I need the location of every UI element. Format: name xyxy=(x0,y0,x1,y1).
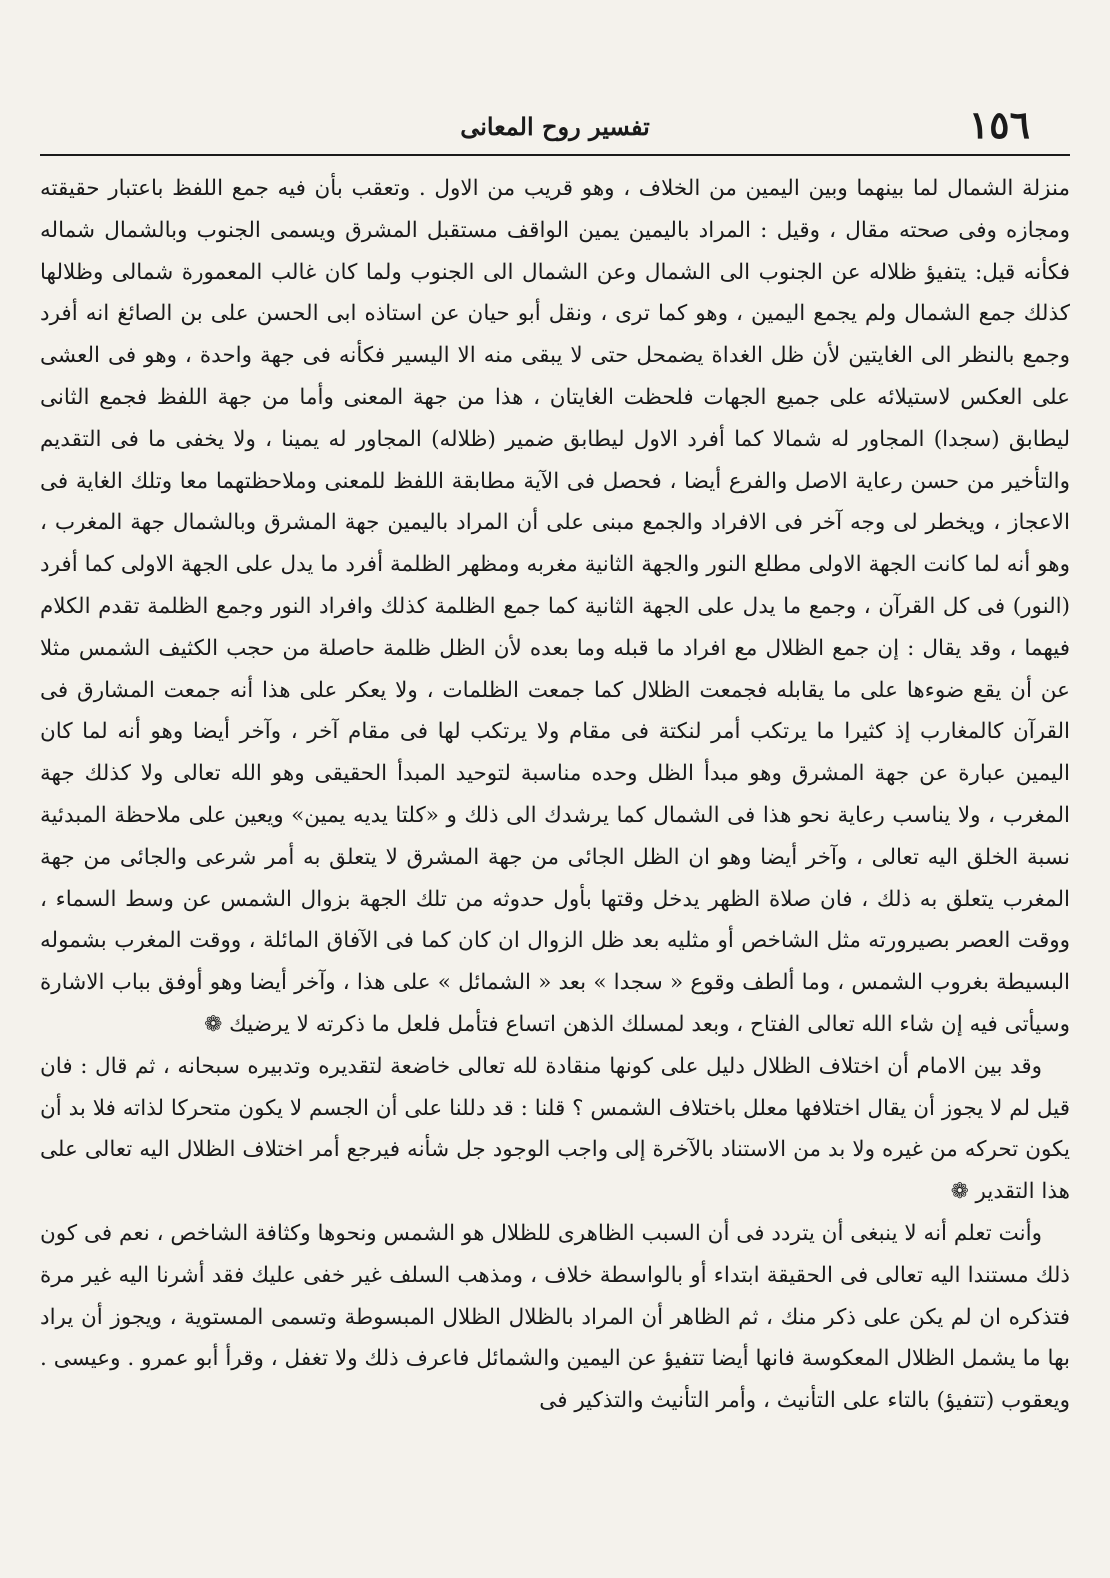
paragraph: وأنت تعلم أنه لا ينبغى أن يتردد فى أن السبب الظاهرى للظلال هو الشمس ونحوها وكثافة الشاخص ، نعم فى كون ذلك مستندا اليه تعالى فى الحقيقة ابتداء أو بالواسطة خلاف ، ومذهب السلف غير خفى عليك فقد أشرنا اليه غير مرة فتذكره ان لم يكن على ذكر منك ، ثم الظاهر أن المراد بالظلال الظلال المبسوطة وتسمى المستوية ، ويجوز أن يراد بها ما يشمل الظلال المعكوسة فانها أيضا تتفيؤ عن اليمين والشمائل فاعرف ذلك ولا تغفل ، وقرأ أبو عمرو . وعيسى . ويعقوب (تتفيؤ) بالتاء على التأنيث ، وأمر التأنيث والتذكير فى xyxy=(40,1220,1070,1414)
paragraph: وقد بين الامام أن اختلاف الظلال دليل على كونها منقادة لله تعالى خاضعة لتقديره وتدبيره سبحانه ، ثم قال : فان قيل لم لا يجوز أن يقال اختلافها معلل باختلاف الشمس ؟ قلنا : قد دللنا على أن الجسم لا يكون متحركا لذاته فلا بد أن يكون تحركه من غيره ولا بد من الاستناد بالآخرة إلى واجب الوجود جل شأنه فيرجع أمر اختلاف الظلال اليه تعالى على هذا التقدير ❁ xyxy=(40,1053,1070,1205)
running-title: تفسير روح المعانى xyxy=(460,112,650,141)
page-header xyxy=(40,90,1070,156)
paragraph: منزلة الشمال لما بينهما وبين اليمين من الخلاف ، وهو قريب من الاول . وتعقب بأن فيه جمع اللفظ باعتبار حقيقته ومجازه وفى صحته مقال ، وقيل : المراد باليمين يمين الواقف مستقبل المشرق ويسمى الجنوب وبالشمال شماله فكأنه قيل: يتفيؤ ظلاله عن الجنوب الى الشمال وعن الشمال الى الجنوب ولما كان غالب المعمورة شمالى وظلالها كذلك جمع الشمال ولم يجمع اليمين ، وهو كما ترى ، ونقل أبو حيان عن استاذه ابى الحسن على بن الصائغ انه أفرد وجمع بالنظر الى الغايتين لأن ظل الغداة يضمحل حتى لا يبقى منه الا اليسير فكأنه فى جهة واحدة ، وهو فى العشى على العكس لاستيلائه على جميع الجهات فلحظت الغايتان ، هذا من جهة المعنى وأما من جهة اللفظ فجمع الثانى ليطابق (سجدا) المجاور له شمالا كما أفرد الاول ليطابق ضمير (ظلاله) المجاور له يمينا ، ولا يخفى ما فى التقديم والتأخير من حسن رعاية الاصل والفرع أيضا ، فحصل فى الآية مطابقة اللفظ للمعنى وملاحظتهما معا وتلك الغاية فى الاعجاز ، ويخطر لى وجه آخر فى الافراد والجمع مبنى على أن المراد باليمين جهة المشرق وبالشمال جهة المغرب ، وهو أنه لما كانت الجهة الاولى مطلع النور والجهة الثانية مغربه ومظهر الظلمة أفرد ما يدل على الجهة الاولى كما أفرد (النور) فى كل القرآن ، وجمع ما يدل على الجهة الثانية كما جمع الظلمة كذلك وافراد النور وجمع الظلمة تقدم الكلام فيهما ، وقد يقال : إن جمع الظلال مع افراد ما قبله وما بعده لأن الظل ظلمة حاصلة من حجب الكثيف الشمس مثلا عن أن يقع ضوءها على ما يقابله فجمعت الظلال كما جمعت الظلمات ، ولا يعكر على هذا أنه جمعت المشارق فى القرآن كالمغارب إذ كثيرا ما يرتكب أمر لنكتة فى مقام ولا يرتكب لها فى مقام آخر ، وآخر أيضا وهو أنه لما كان اليمين عبارة عن جهة المشرق وهو مبدأ الظل وحده مناسبة لتوحيد المبدأ الحقيقى وهو الله تعالى ولا كذلك جهة المغرب ، ولا يناسب رعاية نحو هذا فى الشمال كما يرشدك الى ذلك و «كلتا يديه يمين» ويعين على ملاحظة المبدئية نسبة الخلق اليه تعالى ، وآخر أيضا وهو ان الظل الجائى من جهة المشرق لا يتعلق به أمر شرعى والجائى من جهة المغرب يتعلق به ذلك ، فان صلاة الظهر يدخل وقتها بأول حدوثه من تلك الجهة بزوال الشمس عن وسط السماء ، ووقت العصر بصيرورته مثل الشاخص أو مثليه بعد ظل الزوال ان كان كما فى الآفاق المائلة ، ووقت المغرب بشموله البسيطة بغروب الشمس ، وما ألطف وقوع « سجدا » بعد « الشمائل » على هذا ، وآخر أيضا وهو أوفق بباب الاشارة وسيأتى فيه إن شاء الله تعالى الفتاح ، وبعد لمسلك الذهن اتساع فتأمل فلعل ما ذكرته لا يرضيك ❁ xyxy=(40,176,1070,1037)
document-page xyxy=(40,90,1070,1550)
page-number: ١٥٦ xyxy=(968,102,1030,147)
body-text xyxy=(40,168,1070,1422)
